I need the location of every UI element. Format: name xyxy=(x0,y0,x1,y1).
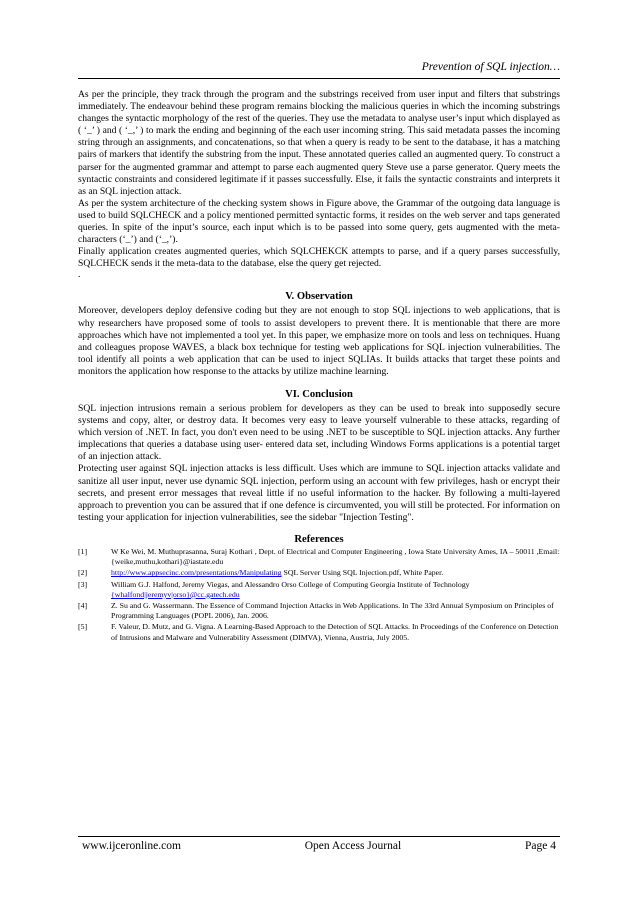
conclusion-paragraph-2: Protecting user against SQL injection attacks is less difficult. Uses which are immune to SQL injection attacks validate and sanitize all user input, never use dynamic SQL injection, perform using an account with few privileges, hash or encrypt their secrets, and present error messages that reveal little if no useful information to the hacker. By following a multi-layered approach to prevention you can be assured that if one defence is circumvented, you will still be protected. For information on testing your application for injection vulnerabilities, see the sidebar "Injection Testing". xyxy=(78,463,560,523)
observation-heading: V. Observation xyxy=(285,291,353,303)
reference-number: [3] xyxy=(78,579,88,589)
intro-paragraph-2: As per the system architecture of the checking system shows in Figure above, the Grammar of the outgoing data language is used to build SQLCHECK and a policy mentioned permitted syntactic forms, it resides on the web server and taps generated queries. In spite of the input’s source, each input which is to be passed into some query, gets augmented with the meta-characters (‘_’) and (‘_,’). xyxy=(78,197,560,246)
reference-text-before-link: William G.J. Halfond, Jeremy Viegas, and Alessandro Orso College of Computing Georgia Institute of Technology xyxy=(111,579,470,589)
reference-text-after-link: SQL Server Using SQL Injection.pdf, White Paper. xyxy=(281,568,444,578)
reference-item xyxy=(78,580,560,600)
intro-paragraph-1: As per the principle, they track through the program and the substrings received from user input and filters that substrings immediately. The endeavour behind these program remains blocking the malicious queries in which the incoming substrings changes the syntactic morphology of the rest of the queries. They use the metadata to analyse user’s input which displayed as ( ‘_’ ) and ( ‘_,’ ) to mark the ending and beginning of the each user incoming string. This said metadata passes the incoming string through an assignments, and concatenations, so that when a query is ready to be sent to the database, it has a matching pairs of markers that identify the substring from the input. These annotated queries called an augmented query. To construct a parser for the augmented grammar and attempt to parse each augmented query Steve use a parse generator. Query meets the syntactic constraints and considered legitimate if it passes successfully. Else, it fails the syntactic constraints and interprets it as an SQL injection attack. xyxy=(78,89,560,197)
page-footer xyxy=(78,840,560,852)
reference-item xyxy=(78,547,560,567)
footer-page-number: Page 4 xyxy=(525,840,556,852)
reference-text: F. Valeur, D. Mutz, and G. Vigna. A Learning-Based Approach to the Detection of SQL Attacks. In Proceedings of the Conference on Detection of Intrusions and Malware and Vulnerability Assessment (DIMVA), Vienna, Austria, July 2005. xyxy=(111,622,559,642)
reference-link[interactable]: http://www.appsecinc.com/presentations/Manipulating xyxy=(111,568,282,578)
references-list xyxy=(78,547,560,643)
reference-item xyxy=(78,601,560,621)
observation-paragraph: Moreover, developers deploy defensive coding but they are not enough to stop SQL injections to web applications, that is why researchers have proposed some of tools to assist developers to prevent there. It is mentionable that there are more approaches which have not implemented a tool yet. In this paper, we emphasize more on tools and less on techniques. Huang and colleagues propose WAVES, a black box technique for testing web applications for SQL injection vulnerabilities. The tool identify all points a web application that can be used to inject SQLIAs. It builds attacks that target these points and monitors the application how response to the attacks by utilize machine learning. xyxy=(78,305,560,377)
stray-dot: . xyxy=(78,269,81,281)
header-rule xyxy=(78,78,560,79)
reference-item xyxy=(78,568,560,578)
footer-journal-type: Open Access Journal xyxy=(304,840,402,852)
reference-text xyxy=(111,568,560,578)
references-heading: References xyxy=(294,533,344,545)
running-title: Prevention of SQL injection… xyxy=(421,61,560,73)
reference-text: Z. Su and G. Wassermann. The Essence of Command Injection Attacks in Web Applications. In The 33rd Annual Symposium on Principles of Programming Languages (POPL 2006), Jan. 2006. xyxy=(111,600,554,621)
conclusion-paragraph-1: SQL injection intrusions remain a serious problem for developers as they can be used to break into supposedly secure systems and copy, alter, or destroy data. It becomes very easy to leave yourself vulnerable to these attacks, regarding of which version of .NET. In fact, you don't even need to be using .NET to be susceptible to SQL injection attacks. Any further implecations that queries a database using user- entered data set, including Windows Forms applications is a potential target of an injection attack. xyxy=(78,402,560,463)
intro-paragraph-3: Finally application creates augmented queries, which SQLCHEKCK attempts to parse, and if a query parses successfully, SQLCHECK sends it the meta-data to the database, else the query get rejected. xyxy=(78,246,560,270)
reference-link[interactable]: {whalfond|jeremyv|orso}@cc.gatech.edu xyxy=(111,589,240,599)
reference-text xyxy=(111,580,560,600)
reference-number: [1] xyxy=(78,546,88,556)
reference-item xyxy=(78,622,560,642)
reference-text: W Ke Wei, M. Muthuprasanna, Suraj Kothari , Dept. of Electrical and Computer Engineering , Iowa State University Ames, IA – 50011 ,Email: {weike,muthu,kothari}@iastate.edu xyxy=(111,546,560,567)
conclusion-heading: VI. Conclusion xyxy=(285,388,353,400)
reference-number: [2] xyxy=(78,568,88,578)
reference-number: [4] xyxy=(78,600,88,610)
footer-rule xyxy=(78,836,560,837)
reference-number: [5] xyxy=(78,622,88,632)
footer-website[interactable]: www.ijceronline.com xyxy=(82,840,181,852)
page-body xyxy=(78,89,560,644)
